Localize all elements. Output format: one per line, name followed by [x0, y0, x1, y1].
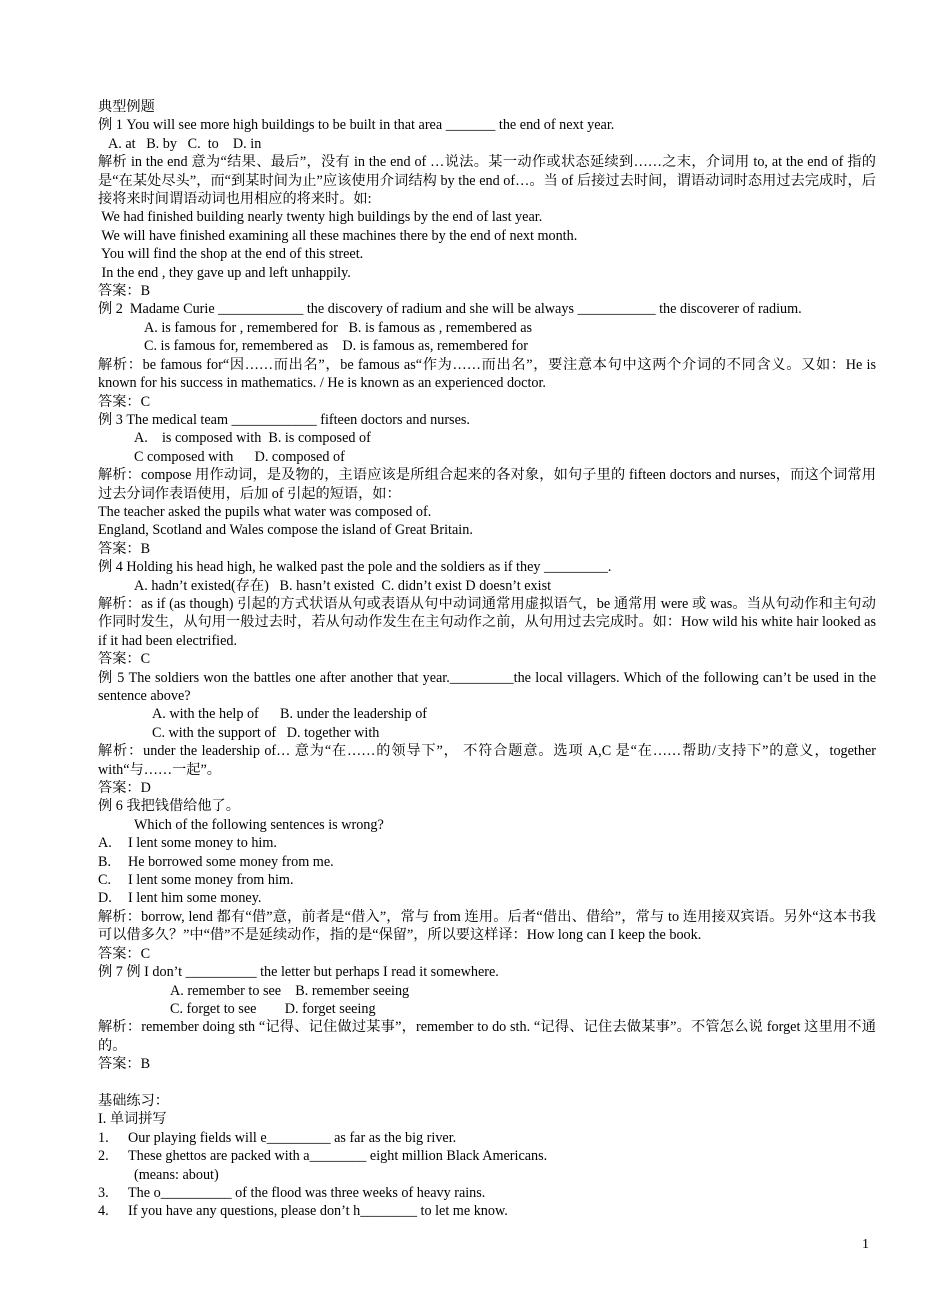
text-line: 例 1 You will see more high buildings to be built in that area _______ the end of next year.: [98, 117, 615, 134]
text-line: C composed with D. composed of: [134, 448, 345, 465]
text-line: Which of the following sentences is wrong?: [134, 816, 384, 833]
item-text: I lent him some money.: [128, 890, 262, 907]
text-line: C. with the support of D. together with: [152, 724, 380, 741]
text-line: 例 2 Madame Curie ____________ the discovery of radium and she will be always ___________ the discoverer of radium.: [98, 301, 802, 318]
text-line: A. remember to see B. remember seeing: [170, 982, 410, 999]
numbered-item: [98, 853, 876, 871]
paragraph: 解析：as if (as though) 引起的方式状语从句或表语从句中动词通常用虚拟语气，be 通常用 were 或 was。当从句动作和主句动作同时发生，从句用一般过去时，若从句动作发生在主句动作之前，从句用过去完成时。如：How wild his white hair looked as if it had been electrified.: [98, 595, 876, 649]
text-line: 答案：D: [98, 780, 151, 797]
text-line: A. is famous for , remembered for B. is famous as , remembered as: [144, 319, 533, 336]
text-line: 例 4 Holding his head high, he walked past the pole and the soldiers as if they _________.: [98, 559, 612, 576]
text-line: 例 7 例 I don’t __________ the letter but perhaps I read it somewhere.: [98, 964, 499, 981]
text-line: In the end , they gave up and left unhappily.: [98, 264, 351, 281]
text-line: A. with the help of B. under the leadership of: [152, 706, 428, 723]
text-line: You will find the shop at the end of this street.: [98, 246, 364, 263]
text-line: 答案：C: [98, 651, 151, 668]
paragraph: 解析：borrow, lend 都有“借”意，前者是“借入”，常与 from 连用。后者“借出、借给”，常与 to 连用接双宾语。另外“这本书我可以借多久？”中“借”不是延续动作，指的是“保留”，所以要这样译：How long can I keep the book.: [98, 908, 876, 944]
text-line: C. is famous for, remembered as D. is famous as, remembered for: [144, 338, 528, 355]
item-number: 2.: [98, 1148, 109, 1165]
text-line: A. at B. by C. to D. in: [108, 135, 262, 152]
numbered-item: [98, 1147, 876, 1165]
page-number: 1: [862, 1237, 869, 1252]
paragraph: 解析 in the end 意为“结果、最后”，没有 in the end of …说法。某一动作或状态延续到……之末，介词用 to, at the end of 指的是“在某处尽头”，而“到某时间为止”应该使用介词结构 by the end of…。当 of 后接过去时间，谓语动词时态用过去完成时，后接将来时间谓语动词也用相应的将来时。如:: [98, 154, 876, 208]
item-number: B.: [98, 853, 112, 870]
paragraph: 解析：remember doing sth “记得、记住做过某事”，remember to do sth. “记得、记住去做某事”。不管怎么说 forget 这里用不通的。: [98, 1019, 876, 1054]
text-line: A. is composed with B. is composed of: [134, 430, 371, 447]
text-line: The teacher asked the pupils what water was composed of.: [98, 503, 432, 520]
text-line: 例 3 The medical team ____________ fifteen doctors and nurses.: [98, 411, 470, 428]
text-line: We had finished building nearly twenty high buildings by the end of last year.: [98, 209, 543, 226]
item-text: I lent some money to him.: [128, 835, 277, 852]
numbered-item: [98, 1202, 876, 1220]
text-line: 答案：B: [98, 1056, 151, 1073]
paragraph: 解析：compose 用作动词，是及物的，主语应该是所组合起来的各对象，如句子里的 fifteen doctors and nurses，而这个词常用过去分词作表语使用，后加 of 引起的短语，如：: [98, 467, 876, 502]
numbered-item: [98, 889, 876, 907]
item-number: 1.: [98, 1129, 109, 1146]
paragraph: 解析：under the leadership of… 意为“在……的领导下”， 不符合题意。选项 A,C 是“在……帮助/支持下”的意义，together with“与……一起”。: [98, 743, 876, 778]
text-line: 基础练习：: [98, 1092, 169, 1109]
text-line: I. 单词拼写: [98, 1111, 167, 1128]
document-body: [98, 98, 876, 1221]
item-text: Our playing fields will e_________ as far as the big river.: [128, 1129, 457, 1146]
item-number: 3.: [98, 1184, 109, 1201]
item-number: C.: [98, 872, 112, 889]
numbered-item: [98, 834, 876, 852]
text-line: 答案：B: [98, 540, 151, 557]
text-line: We will have finished examining all these machines there by the end of next month.: [98, 227, 578, 244]
item-text: These ghettos are packed with a________ eight million Black Americans.: [128, 1148, 548, 1165]
item-number: D.: [98, 890, 112, 907]
item-text: If you have any questions, please don’t h________ to let me know.: [128, 1203, 508, 1220]
item-number: A.: [98, 835, 112, 852]
numbered-item: [98, 1129, 876, 1147]
text-line: England, Scotland and Wales compose the island of Great Britain.: [98, 522, 473, 539]
item-text: The o__________ of the flood was three weeks of heavy rains.: [128, 1184, 486, 1201]
item-text: He borrowed some money from me.: [128, 853, 334, 870]
text-line: 例 6 我把钱借给他了。: [98, 798, 240, 815]
text-line: C. forget to see D. forget seeing: [170, 1000, 376, 1017]
text-line: 答案：C: [98, 393, 151, 410]
item-text: I lent some money from him.: [128, 872, 294, 889]
item-number: 4.: [98, 1203, 109, 1220]
text-line: 答案：C: [98, 945, 151, 962]
numbered-item: [98, 1184, 876, 1202]
text-line: 答案：B: [98, 283, 151, 300]
paragraph: 例 5 The soldiers won the battles one after another that year._________the local villagers. Which of the following can’t be used in the sentence above?: [98, 669, 876, 704]
paragraph: 解析：be famous for“因……而出名”，be famous as“作为……而出名”，要注意本句中这两个介词的不同含义。又如：He is known for his success in mathematics. / He is known as an experienced doctor.: [98, 356, 876, 392]
text-line: 典型例题: [98, 99, 155, 115]
blank-line: [98, 1074, 876, 1092]
numbered-item: [98, 871, 876, 889]
text-line: (means: about): [134, 1166, 219, 1183]
text-line: A. hadn’t existed(存在) B. hasn’t existed C. didn’t exist D doesn’t exist: [134, 577, 552, 594]
